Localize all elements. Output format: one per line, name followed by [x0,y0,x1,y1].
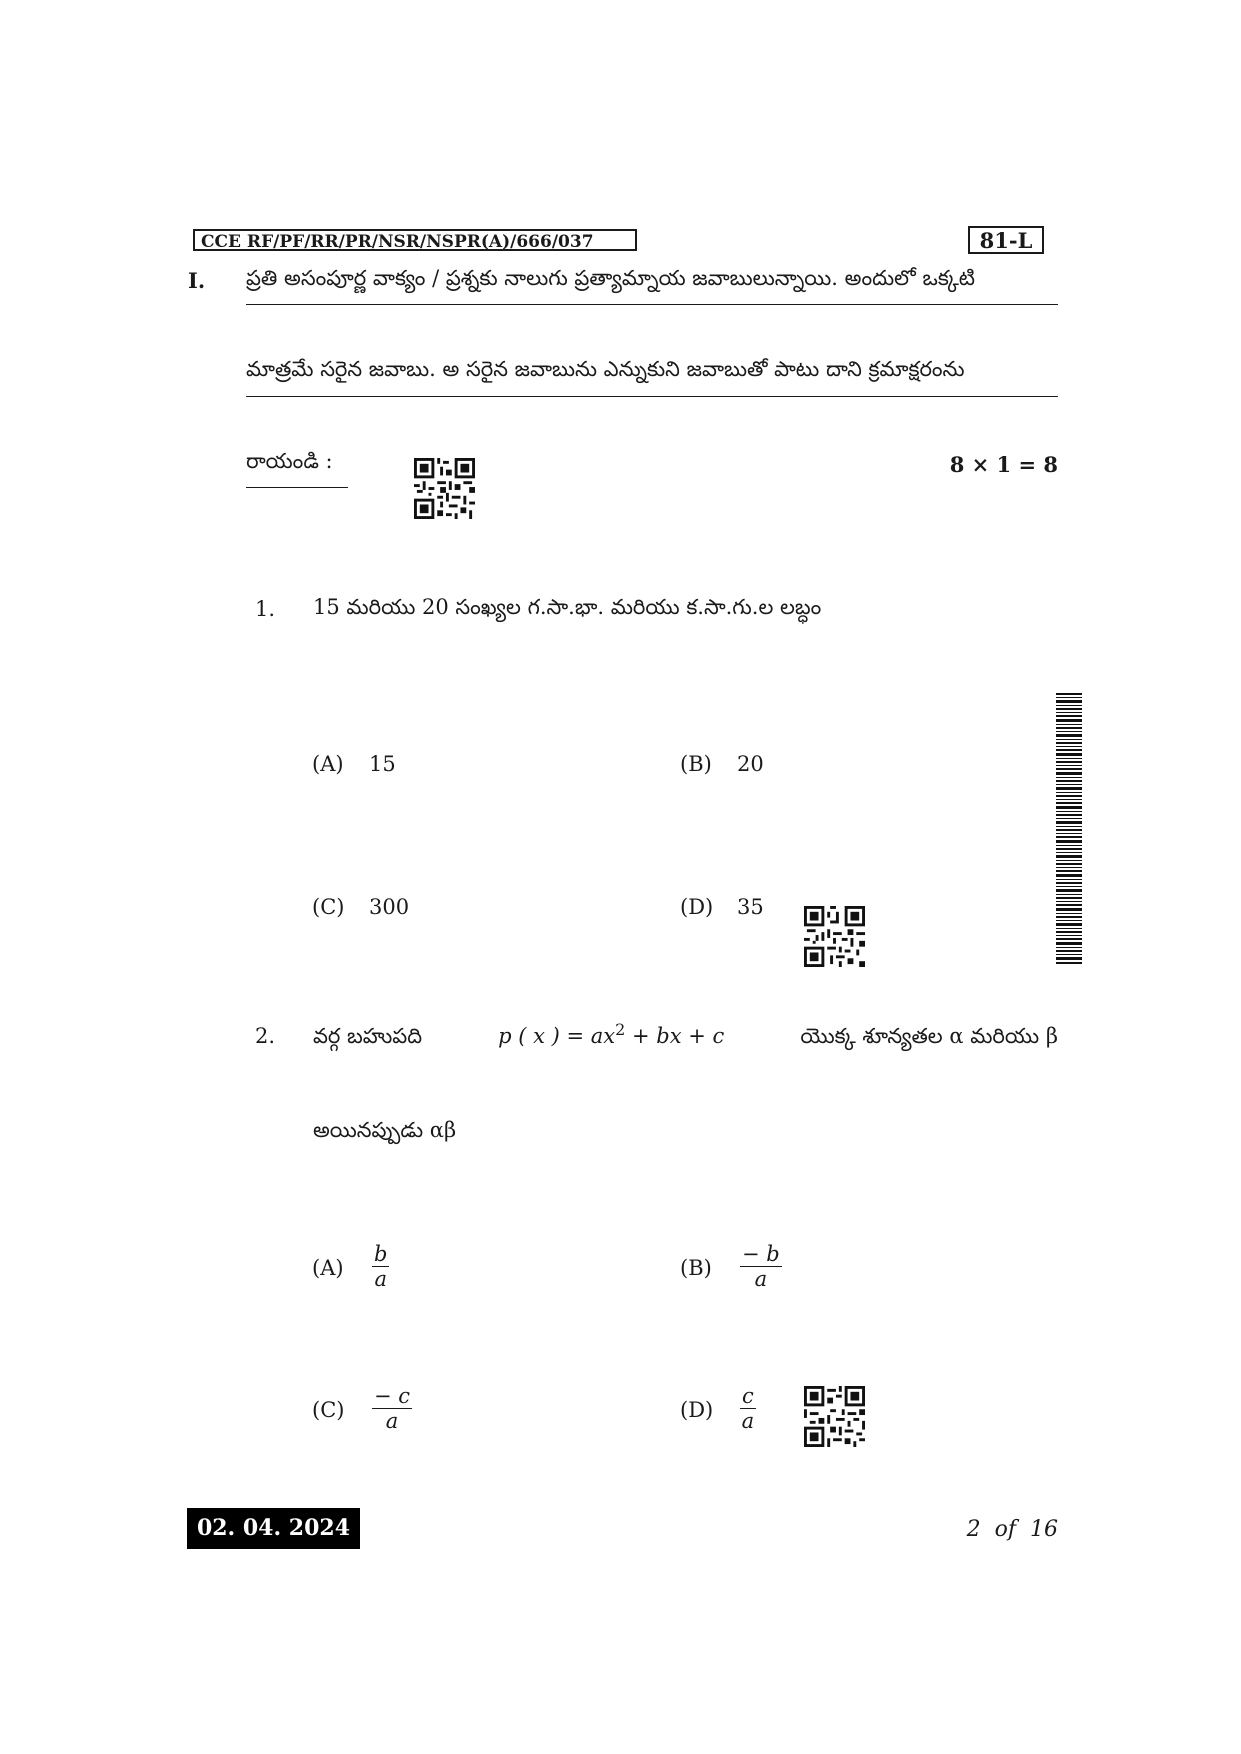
q1-option-b-value: 20 [737,752,764,776]
q2-option-b-denominator: a [754,1267,768,1291]
q2-option-b-label: (B) [680,1256,712,1280]
q2-polynomial [498,1020,724,1048]
q2-text-suffix: యొక్క శూన్యతల α మరియు β [800,1024,1058,1048]
instruction-underline-3 [246,487,348,488]
q2-option-a-label: (A) [312,1256,344,1280]
exam-date: 02. 04. 2024 [187,1508,360,1549]
q1-option-c-value: 300 [369,895,410,919]
q2-expr-2: + bx + c [625,1024,725,1048]
exam-code: CCE RF/PF/RR/PR/NSR/NSPR(A)/666/037 [193,229,637,251]
q2-option-d-fraction [740,1384,756,1433]
q1-option-a-value: 15 [369,752,396,776]
instruction-line-3: రాయండి : [246,449,333,473]
section-number: I. [188,268,206,293]
q1-option-b-label: (B) [680,752,712,776]
q1-option-c-label: (C) [312,895,345,919]
qr-code-icon [804,1386,865,1447]
barcode-icon [1056,693,1082,965]
q2-option-a-fraction [372,1242,389,1291]
question-1-number: 1. [255,597,276,621]
question-2-text [313,1020,1058,1054]
q2-exponent: 2 [615,1020,626,1039]
q2-option-a-denominator: a [374,1267,387,1291]
paper-code: 81-L [968,226,1044,254]
q1-option-d-value: 35 [737,895,764,919]
q2-option-c-denominator: a [385,1409,399,1433]
q1-option-d-label: (D) [680,895,714,919]
marks-allocation: 8 × 1 = 8 [949,452,1058,477]
qr-code-icon [414,458,475,519]
q2-option-c-label: (C) [312,1398,345,1422]
q2-option-c-fraction [372,1384,412,1433]
q2-expr: p ( x ) = ax [498,1024,616,1048]
instruction-underline-2 [246,396,1058,397]
question-2-text-line-2: అయినప్పుడు αβ [313,1118,457,1142]
q2-text-prefix: వర్గ బహుపది [313,1024,423,1048]
instruction-line-1: ప్రతి అసంపూర్ణ వాక్యం / ప్రశ్నకు నాలుగు ప్రత్యామ్నాయ జవాబులున్నాయి. అందులో ఒక్కటి [246,266,975,290]
instruction-underline-1 [246,304,1058,305]
q2-option-c-numerator: − c [374,1384,411,1408]
q2-option-d-numerator: c [742,1384,754,1408]
q2-option-a-numerator: b [374,1242,388,1266]
instruction-line-2: మాత్రమే సరైన జవాబు. అ సరైన జవాబును ఎన్నుకుని జవాబుతో పాటు దాని క్రమాక్షరంను [246,357,965,381]
question-2-number: 2. [255,1024,276,1048]
q2-option-b-fraction [740,1242,782,1291]
q2-option-d-denominator: a [741,1409,755,1433]
q2-option-b-numerator: − b [742,1242,780,1266]
q2-option-d-label: (D) [680,1398,714,1422]
page-number: 2 of 16 [966,1517,1058,1542]
question-1-text: 15 మరియు 20 సంఖ్యల గ.సా.భా. మరియు క.సా.గు.ల లబ్ధం [313,595,822,619]
q1-option-a-label: (A) [312,752,344,776]
qr-code-icon [804,906,865,967]
